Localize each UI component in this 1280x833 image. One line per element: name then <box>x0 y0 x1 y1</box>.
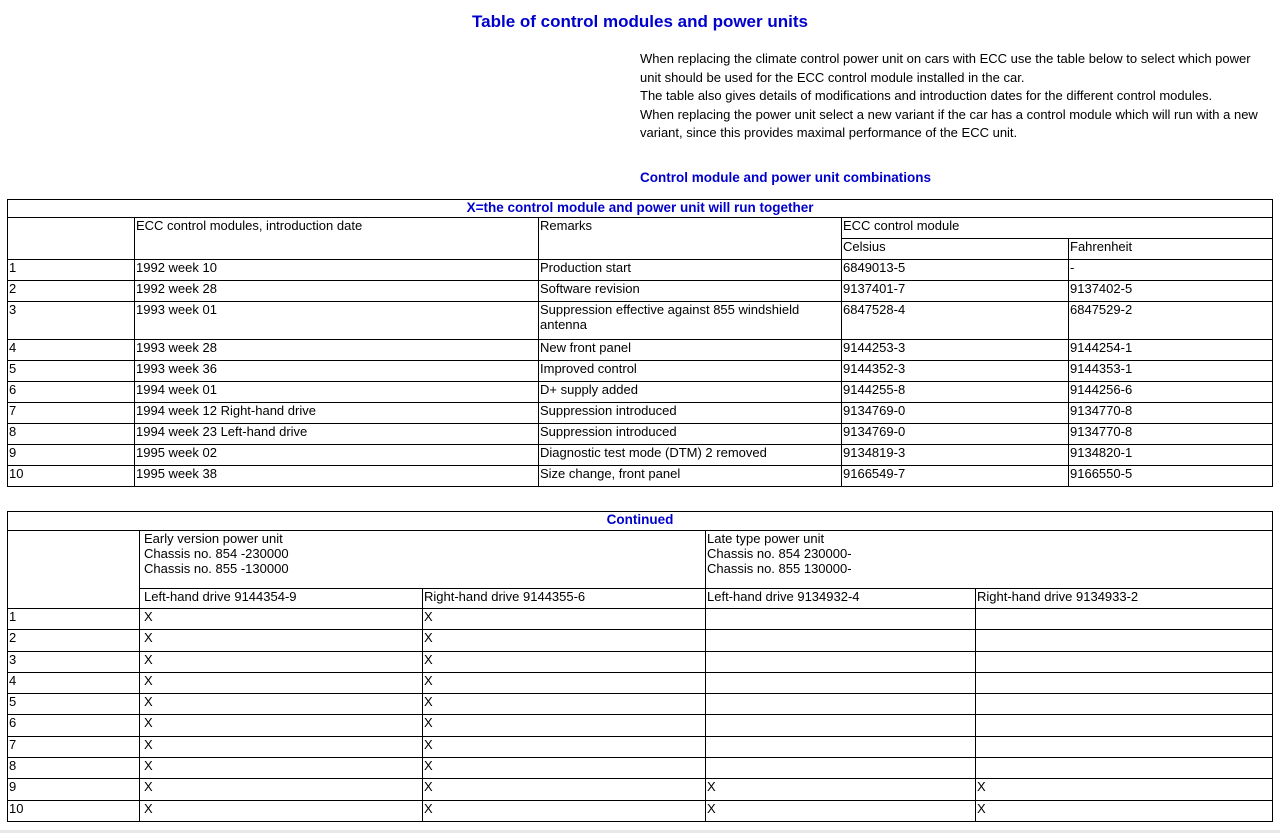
fahrenheit-cell: 9134820-1 <box>1069 445 1273 466</box>
intro-paragraph-2: The table also gives details of modifications and introduction dates for the different control modules. <box>640 88 1213 103</box>
row-number: 3 <box>8 302 135 340</box>
row-number: 6 <box>8 382 135 403</box>
early-rhd-cell: X <box>423 715 706 736</box>
early-rhd-cell: X <box>423 800 706 821</box>
row-number: 5 <box>8 694 140 715</box>
table-row <box>8 630 1273 651</box>
late-power-unit-header <box>706 531 1273 589</box>
early-lhd-cell: X <box>140 715 423 736</box>
row-number: 7 <box>8 403 135 424</box>
fahrenheit-header: Fahrenheit <box>1069 239 1273 260</box>
celsius-cell: 9134769-0 <box>842 424 1069 445</box>
table-row <box>8 758 1273 779</box>
early-chassis-854: Chassis no. 854 -230000 <box>144 546 289 561</box>
table-row <box>8 609 1273 630</box>
fahrenheit-cell: 9166550-5 <box>1069 466 1273 487</box>
remark-cell: Improved control <box>539 361 842 382</box>
row-number: 8 <box>8 758 140 779</box>
late-rhd-cell <box>976 630 1273 651</box>
intro-date-cell: 1993 week 01 <box>135 302 539 340</box>
table-row <box>8 715 1273 736</box>
row-number: 4 <box>8 672 140 693</box>
table-row <box>8 382 1273 403</box>
intro-date-cell: 1992 week 28 <box>135 281 539 302</box>
late-lhd-cell <box>706 630 976 651</box>
remark-cell: Software revision <box>539 281 842 302</box>
row-number: 9 <box>8 779 140 800</box>
intro-date-cell: 1994 week 12 Right-hand drive <box>135 403 539 424</box>
table-row <box>8 466 1273 487</box>
late-chassis-855: Chassis no. 855 130000- <box>707 561 852 576</box>
late-lhd-cell <box>706 694 976 715</box>
intro-text <box>640 50 1270 143</box>
remark-cell: Size change, front panel <box>539 466 842 487</box>
row-number: 7 <box>8 736 140 757</box>
row-number: 6 <box>8 715 140 736</box>
row-number: 5 <box>8 361 135 382</box>
late-lhd-cell <box>706 609 976 630</box>
late-rhd-cell: X <box>976 800 1273 821</box>
early-rhd-cell: X <box>423 651 706 672</box>
remark-cell: Suppression introduced <box>539 424 842 445</box>
late-lhd-cell <box>706 672 976 693</box>
early-title: Early version power unit <box>144 531 283 546</box>
row-number: 8 <box>8 424 135 445</box>
table-row <box>8 340 1273 361</box>
table-row <box>8 800 1273 821</box>
early-rhd-header: Right-hand drive 9144355-6 <box>423 589 706 609</box>
celsius-cell: 9144255-8 <box>842 382 1069 403</box>
early-lhd-header: Left-hand drive 9144354-9 <box>140 589 423 609</box>
remarks-header: Remarks <box>539 218 842 260</box>
remark-cell: Production start <box>539 260 842 281</box>
table-row <box>8 651 1273 672</box>
table-row <box>8 445 1273 466</box>
table-row <box>8 260 1273 281</box>
early-lhd-cell: X <box>140 609 423 630</box>
row-number: 2 <box>8 630 140 651</box>
late-rhd-cell: X <box>976 779 1273 800</box>
celsius-cell: 9134819-3 <box>842 445 1069 466</box>
early-power-unit-header <box>140 531 706 589</box>
row-number: 3 <box>8 651 140 672</box>
celsius-cell: 9166549-7 <box>842 466 1069 487</box>
late-lhd-cell <box>706 651 976 672</box>
intro-date-cell: 1994 week 01 <box>135 382 539 403</box>
fahrenheit-cell: 9134770-8 <box>1069 403 1273 424</box>
remark-cell: Suppression introduced <box>539 403 842 424</box>
late-title: Late type power unit <box>707 531 825 546</box>
intro-date-cell: 1992 week 10 <box>135 260 539 281</box>
table-row <box>8 672 1273 693</box>
row-number: 1 <box>8 609 140 630</box>
intro-date-header: ECC control modules, introduction date <box>135 218 539 260</box>
early-rhd-cell: X <box>423 758 706 779</box>
row-number: 10 <box>8 800 140 821</box>
control-module-table <box>7 199 1273 487</box>
late-chassis-854: Chassis no. 854 230000- <box>707 546 852 561</box>
celsius-cell: 9134769-0 <box>842 403 1069 424</box>
late-rhd-cell <box>976 736 1273 757</box>
fahrenheit-cell: 9144254-1 <box>1069 340 1273 361</box>
early-lhd-cell: X <box>140 651 423 672</box>
celsius-cell: 6849013-5 <box>842 260 1069 281</box>
late-lhd-header: Left-hand drive 9134932-4 <box>706 589 976 609</box>
table-row <box>8 302 1273 340</box>
row-number-header <box>8 531 140 609</box>
fahrenheit-cell: 9144353-1 <box>1069 361 1273 382</box>
table1-caption: X=the control module and power unit will run together <box>8 200 1273 218</box>
table-row <box>8 424 1273 445</box>
fahrenheit-cell: 6847529-2 <box>1069 302 1273 340</box>
early-lhd-cell: X <box>140 779 423 800</box>
remark-cell: Suppression effective against 855 windshield antenna <box>539 302 842 340</box>
fahrenheit-cell: 9137402-5 <box>1069 281 1273 302</box>
celsius-cell: 6847528-4 <box>842 302 1069 340</box>
late-rhd-cell <box>976 672 1273 693</box>
early-rhd-cell: X <box>423 694 706 715</box>
late-lhd-cell <box>706 715 976 736</box>
page-title: Table of control modules and power units <box>472 12 808 31</box>
intro-date-cell: 1995 week 38 <box>135 466 539 487</box>
remark-cell: New front panel <box>539 340 842 361</box>
celsius-cell: 9144253-3 <box>842 340 1069 361</box>
remark-cell: D+ supply added <box>539 382 842 403</box>
table-row <box>8 694 1273 715</box>
early-lhd-cell: X <box>140 736 423 757</box>
early-rhd-cell: X <box>423 736 706 757</box>
late-lhd-cell <box>706 736 976 757</box>
row-number: 2 <box>8 281 135 302</box>
late-rhd-cell <box>976 715 1273 736</box>
row-number: 4 <box>8 340 135 361</box>
early-rhd-cell: X <box>423 630 706 651</box>
late-rhd-cell <box>976 609 1273 630</box>
early-rhd-cell: X <box>423 609 706 630</box>
fahrenheit-cell: 9134770-8 <box>1069 424 1273 445</box>
row-number: 10 <box>8 466 135 487</box>
table2-caption: Continued <box>8 512 1273 531</box>
table-row <box>8 281 1273 302</box>
late-lhd-cell: X <box>706 779 976 800</box>
late-lhd-cell <box>706 758 976 779</box>
intro-date-cell: 1995 week 02 <box>135 445 539 466</box>
remark-cell: Diagnostic test mode (DTM) 2 removed <box>539 445 842 466</box>
row-number: 1 <box>8 260 135 281</box>
late-lhd-cell: X <box>706 800 976 821</box>
table-row <box>8 403 1273 424</box>
intro-date-cell: 1994 week 23 Left-hand drive <box>135 424 539 445</box>
late-rhd-cell <box>976 694 1273 715</box>
fahrenheit-cell: - <box>1069 260 1273 281</box>
early-lhd-cell: X <box>140 758 423 779</box>
row-number: 9 <box>8 445 135 466</box>
table-row <box>8 736 1273 757</box>
fahrenheit-cell: 9144256-6 <box>1069 382 1273 403</box>
ecc-module-header: ECC control module <box>842 218 1273 239</box>
early-lhd-cell: X <box>140 800 423 821</box>
early-lhd-cell: X <box>140 630 423 651</box>
row-number-header <box>8 218 135 260</box>
early-lhd-cell: X <box>140 672 423 693</box>
celsius-header: Celsius <box>842 239 1069 260</box>
intro-date-cell: 1993 week 36 <box>135 361 539 382</box>
late-rhd-header: Right-hand drive 9134933-2 <box>976 589 1273 609</box>
table-row <box>8 779 1273 800</box>
late-rhd-cell <box>976 758 1273 779</box>
celsius-cell: 9144352-3 <box>842 361 1069 382</box>
early-chassis-855: Chassis no. 855 -130000 <box>144 561 289 576</box>
intro-paragraph-1: When replacing the climate control power unit on cars with ECC use the table below to select which power unit should be used for the ECC control module installed in the car. <box>640 51 1251 85</box>
section-subtitle: Control module and power unit combinations <box>640 170 931 185</box>
power-unit-table <box>7 511 1273 822</box>
early-lhd-cell: X <box>140 694 423 715</box>
celsius-cell: 9137401-7 <box>842 281 1069 302</box>
intro-paragraph-3: When replacing the power unit select a new variant if the car has a control module which will run with a new variant, since this provides maximal performance of the ECC unit. <box>640 106 1258 140</box>
table-row <box>8 361 1273 382</box>
early-rhd-cell: X <box>423 779 706 800</box>
late-rhd-cell <box>976 651 1273 672</box>
intro-date-cell: 1993 week 28 <box>135 340 539 361</box>
early-rhd-cell: X <box>423 672 706 693</box>
